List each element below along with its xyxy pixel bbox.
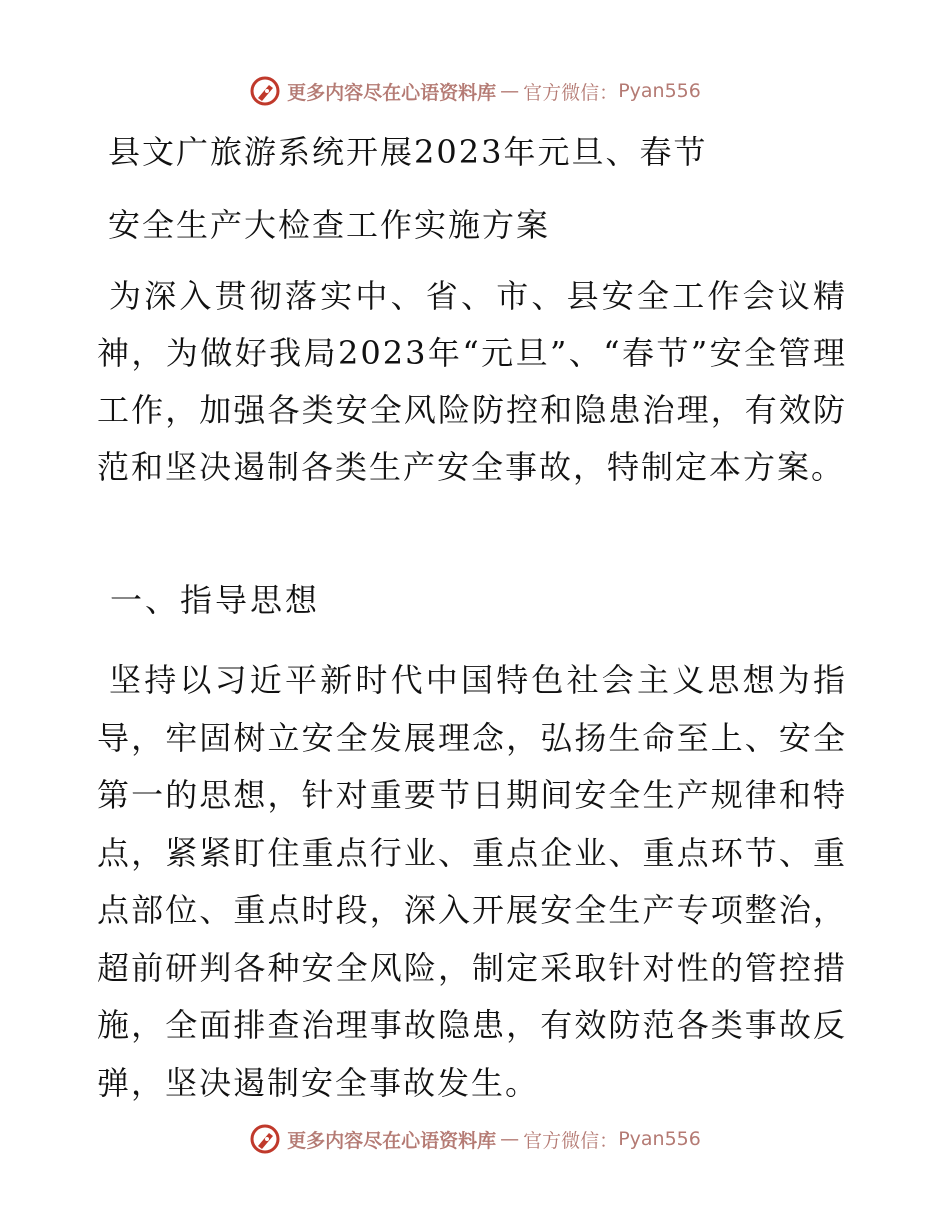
watermark-site-text: 更多内容尽在心语资料库 [287,81,497,104]
pen-nib-logo-icon [249,1123,281,1155]
watermark-separator: — [500,80,520,102]
watermark-wechat-label: 官方微信： [523,1129,619,1152]
watermark-separator: — [500,1128,520,1150]
intro-paragraph: 为深入贯彻落实中、省、市、县安全工作会议精神，为做好我局2023年“元旦”、“春节”安全管理工作，加强各类安全风险防控和隐患治理，有效防范和坚决遏制各类生产安全事故，特制定本方案。 [97,277,847,486]
watermark-site-text: 更多内容尽在心语资料库 [287,1129,497,1152]
watermark-wechat-label: 官方微信： [523,81,619,104]
footer-watermark [0,1119,950,1159]
watermark-wechat-id: Pyan556 [618,80,701,102]
pen-nib-logo-icon [249,75,281,107]
section-heading-guiding-ideology: 一、指导思想 [110,581,321,619]
document-title-line-1: 县文广旅游系统开展2023年元旦、春节 [108,133,708,171]
watermark-wechat-id: Pyan556 [618,1128,701,1150]
section-paragraph-guiding-ideology: 坚持以习近平新时代中国特色社会主义思想为指导，牢固树立安全发展理念，弘扬生命至上、安全第一的思想，针对重要节日期间安全生产规律和特点，紧紧盯住重点行业、重点企业、重点环节、重点部位、重点时段，深入开展安全生产专项整治，超前研判各种安全风险，制定采取针对性的管控措施，全面排查治理事故隐患，有效防范各类事故反弹，坚决遏制安全事故发生。 [97,661,847,1102]
header-watermark [0,71,950,111]
document-title-line-2: 安全生产大检查工作实施方案 [108,206,551,244]
